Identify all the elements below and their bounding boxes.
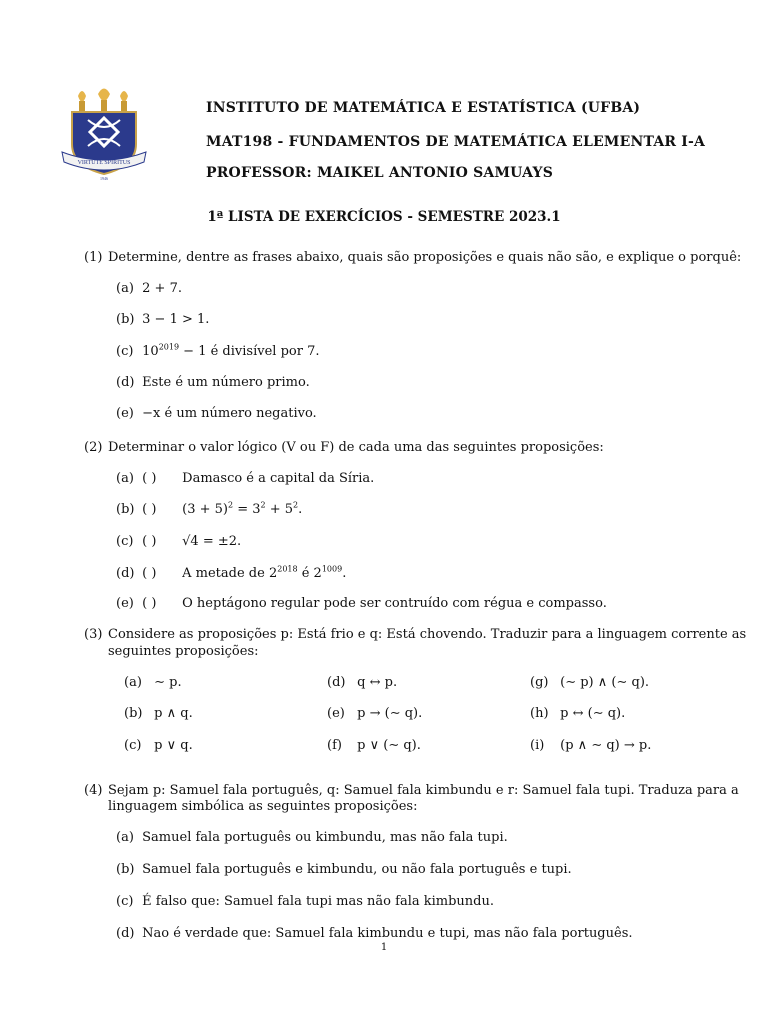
list-item — [327, 706, 422, 722]
item-label: (c) — [124, 738, 142, 753]
list-item — [530, 675, 649, 691]
item-text: 3 − 1 > 1. — [142, 312, 210, 327]
item-text: Damasco é a capital da Síria. — [182, 471, 375, 486]
item-text: − 1 é divisível por 7. — [179, 344, 320, 359]
item-text: (∼ p) ∧ (∼ q). — [560, 675, 650, 690]
item-label: (c) — [116, 534, 134, 549]
item-label: (d) — [116, 926, 135, 941]
exponent: 2019 — [158, 342, 180, 352]
item-label: (b) — [124, 706, 143, 721]
item-label: (c) — [116, 344, 134, 359]
item-text: p ∨ q. — [154, 738, 193, 753]
institute-heading: INSTITUTO DE MATEMÁTICA E ESTATÍSTICA (UFBA) — [206, 100, 641, 116]
list-item — [116, 281, 182, 297]
torch-icon — [120, 91, 128, 111]
question-number: (2) — [84, 440, 103, 455]
professor-heading: PROFESSOR: MAIKEL ANTONIO SAMUAYS — [206, 165, 554, 181]
item-text: = 3 — [233, 502, 261, 517]
item-label: (a) — [116, 281, 134, 296]
item-text: Samuel fala português e kimbundu, ou não fala português e tupi. — [142, 862, 572, 877]
list-item — [116, 894, 494, 910]
list-item — [116, 471, 374, 487]
question-3-continued: seguintes proposições: — [108, 644, 259, 659]
item-text: . — [342, 566, 347, 581]
item-text: 10 — [142, 344, 159, 359]
item-text: (p ∧ ∼ q) → p. — [560, 738, 652, 753]
list-item — [116, 534, 241, 550]
item-text: O heptágono regular pode ser contruído com régua e compasso. — [182, 596, 607, 611]
question-4-continued: linguagem simbólica as seguintes proposições: — [108, 799, 418, 814]
item-text: Nao é verdade que: Samuel fala kimbundu e tupi, mas não fala português. — [142, 926, 633, 941]
list-item — [116, 502, 302, 518]
question-text: Sejam p: Samuel fala português, q: Samuel fala kimbundu e r: Samuel fala tupi. Traduza para a — [108, 783, 739, 798]
item-label: (h) — [530, 706, 549, 721]
list-item — [116, 312, 209, 328]
list-item — [116, 830, 508, 846]
question-text: Determinar o valor lógico (V ou F) de cada uma das seguintes proposições: — [108, 440, 604, 455]
exponent: 1009 — [321, 564, 343, 574]
list-item — [530, 706, 625, 722]
exponent: 2018 — [277, 564, 298, 574]
item-text: −x é um número negativo. — [142, 406, 317, 421]
answer-blank: ( ) — [142, 566, 157, 581]
answer-blank: ( ) — [142, 502, 157, 517]
list-item — [116, 566, 346, 582]
item-label: (a) — [116, 471, 134, 486]
question-text: Determine, dentre as frases abaixo, quais são proposições e quais não são, e explique o porquê: — [108, 250, 742, 265]
item-label: (d) — [116, 375, 135, 390]
list-item — [116, 344, 319, 360]
question-number: (4) — [84, 783, 103, 798]
item-text: É falso que: Samuel fala tupi mas não fala kimbundu. — [142, 894, 494, 909]
question-3 — [84, 627, 746, 643]
item-text: q ↔ p. — [357, 675, 398, 690]
item-label: (g) — [530, 675, 549, 690]
logo-year: 1946 — [100, 176, 108, 181]
list-item — [124, 738, 193, 754]
list-item — [124, 706, 193, 722]
exercise-list-title: 1ª LISTA DE EXERCÍCIOS - SEMESTRE 2023.1 — [207, 209, 561, 225]
question-text: Considere as proposições p: Está frio e q: Está chovendo. Traduzir para a linguagem corrente as — [108, 627, 747, 642]
answer-blank: ( ) — [142, 471, 157, 486]
item-text: p ∧ q. — [154, 706, 193, 721]
item-label: (c) — [116, 894, 134, 909]
item-label: (a) — [116, 830, 134, 845]
item-text: é 2 — [297, 566, 322, 581]
list-item — [116, 375, 310, 391]
list-item — [116, 862, 572, 878]
torch-icon — [98, 89, 110, 112]
item-label: (b) — [116, 862, 135, 877]
item-text: + 5 — [265, 502, 294, 517]
exponent: 2 — [260, 500, 266, 510]
item-label: (a) — [124, 675, 142, 690]
item-text: . — [298, 502, 303, 517]
course-heading: MAT198 - FUNDAMENTOS DE MATEMÁTICA ELEMENTAR I-A — [206, 134, 706, 150]
logo-motto: VIRTUTE SPIRITUS — [77, 160, 131, 166]
item-label: (i) — [530, 738, 545, 753]
item-text: √4 = ±2. — [182, 534, 242, 549]
item-text: ∼ p. — [154, 675, 182, 690]
question-4 — [84, 783, 739, 799]
item-label: (e) — [327, 706, 345, 721]
answer-blank: ( ) — [142, 596, 157, 611]
university-crest-logo — [58, 84, 150, 184]
list-item — [116, 596, 607, 612]
item-text: (3 + 5) — [182, 502, 228, 517]
exponent: 2 — [293, 500, 299, 510]
list-item — [124, 675, 182, 691]
list-item — [116, 406, 317, 422]
item-label: (e) — [116, 596, 134, 611]
item-text: 2 + 7. — [142, 281, 182, 296]
item-text: A metade de 2 — [182, 566, 278, 581]
item-label: (f) — [327, 738, 342, 753]
item-label: (d) — [116, 566, 135, 581]
item-text: p ∨ (∼ q). — [357, 738, 421, 753]
item-text: Samuel fala português ou kimbundu, mas não fala tupi. — [142, 830, 508, 845]
item-label: (b) — [116, 312, 135, 327]
list-item — [530, 738, 651, 754]
list-item — [327, 675, 397, 691]
answer-blank: ( ) — [142, 534, 157, 549]
item-label: (b) — [116, 502, 135, 517]
exponent: 2 — [227, 500, 234, 510]
question-2 — [84, 440, 604, 456]
item-label: (d) — [327, 675, 346, 690]
page-number: 1 — [380, 942, 388, 953]
item-text: Este é um número primo. — [142, 375, 310, 390]
item-text: p → (∼ q). — [357, 706, 423, 721]
list-item — [327, 738, 421, 754]
item-label: (e) — [116, 406, 134, 421]
question-number: (1) — [84, 250, 103, 265]
question-number: (3) — [84, 627, 103, 642]
list-item — [116, 926, 633, 942]
item-text: p ↔ (∼ q). — [560, 706, 626, 721]
question-1 — [84, 250, 741, 266]
torch-icon — [78, 91, 86, 111]
